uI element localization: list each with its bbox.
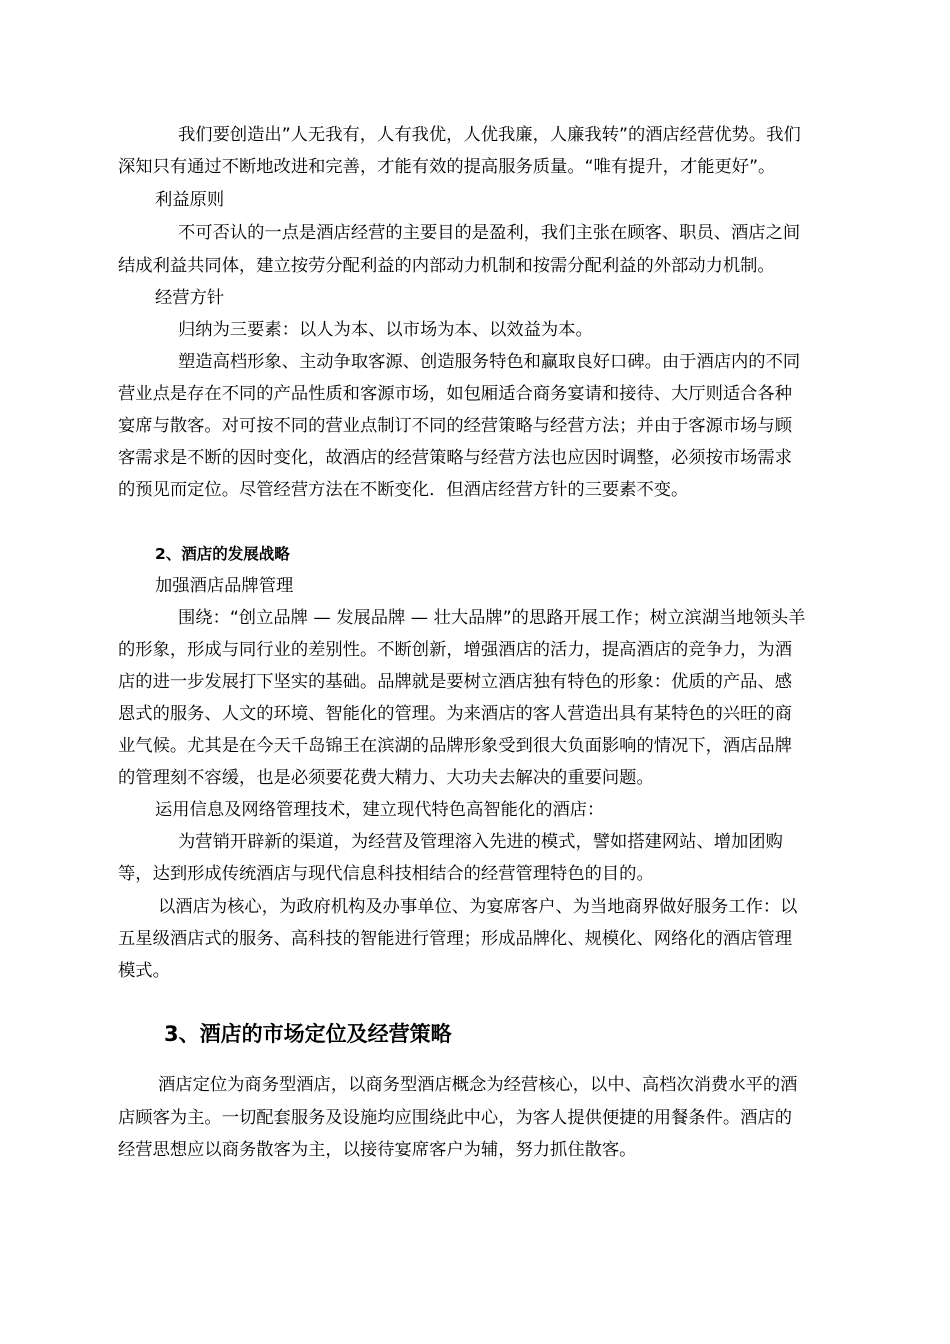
text-line: 为营销开辟新的渠道，为经营及管理溶入先进的模式，譬如搭建网站、增加团购 [178, 832, 783, 852]
text-line: 我们要创造出”人无我有，人有我优，人优我廉，人廉我转”的酒店经营优势。我们 [178, 125, 801, 145]
text-line: 的预见而定位。尽管经营方法在不断变化．但酒店经营方针的三要素不变。 [118, 480, 689, 500]
subheading-brand: 加强酒店品牌管理 [155, 576, 294, 596]
text-line: 的管理刻不容缓，也是必须要花费大精力、大功夫去解决的重要问题。 [118, 768, 654, 788]
text-line: 五星级酒店式的服务、高科技的智能进行管理；形成品牌化、规模化、网络化的酒店管理 [118, 929, 792, 949]
text-line: 店的进一步发展打下坚实的基础。品牌就是要树立酒店独有特色的形象：优质的产品、感 [118, 672, 792, 692]
section-heading-2: 2、酒店的发展战略 [155, 545, 290, 563]
text-line: 宴席与散客。对可按不同的营业点制订不同的经营策略与经营方法；并由于客源市场与顾 [118, 416, 792, 436]
text-line: 营业点是存在不同的产品性质和客源市场，如包厢适合商务宴请和接待、大厅则适合各种 [118, 384, 792, 404]
section-heading-3: 3、酒店的市场定位及经营策略 [164, 1022, 452, 1046]
subheading-policy: 经营方针 [155, 288, 225, 308]
text-line: 的形象，形成与同行业的差别性。不断创新，增强酒店的活力，提高酒店的竞争力，为酒 [118, 640, 792, 660]
subheading-it: 运用信息及网络管理技术，建立现代特色高智能化的酒店： [155, 800, 605, 820]
text-line: 酒店定位为商务型酒店，以商务型酒店概念为经营核心，以中、高档次消费水平的酒 [158, 1075, 798, 1095]
text-line: 围绕：“创立品牌 — 发展品牌 — 壮大品牌”的思路开展工作；树立滨湖当地领头羊 [178, 608, 806, 628]
text-line: 业气候。尤其是在今天千岛锦王在滨湖的品牌形象受到很大负面影响的情况下，酒店品牌 [118, 736, 792, 756]
text-line: 等，达到形成传统酒店与现代信息科技相结合的经营管理特色的目的。 [118, 864, 654, 884]
text-line: 以酒店为核心，为政府机构及办事单位、为宴席客户、为当地商界做好服务工作：以 [158, 897, 798, 917]
text-line: 模式。 [118, 961, 170, 981]
text-line: 归纳为三要素：以人为本、以市场为本、以效益为本。 [178, 320, 593, 340]
text-line: 经营思想应以商务散客为主，以接待宴席客户为辅，努力抓住散客。 [118, 1140, 637, 1160]
text-line: 结成利益共同体，建立按劳分配利益的内部动力机制和按需分配利益的外部动力机制。 [118, 256, 775, 276]
text-line: 塑造高档形象、主动争取客源、创造服务特色和赢取良好口碑。由于酒店内的不同 [178, 352, 801, 372]
text-line: 店顾客为主。一切配套服务及设施均应围绕此中心，为客人提供便捷的用餐条件。酒店的 [118, 1108, 792, 1128]
text-line: 客需求是不断的因时变化，故酒店的经营策略与经营方法也应因时调整，必须按市场需求 [118, 448, 792, 468]
text-line: 恩式的服务、人文的环境、智能化的管理。为来酒店的客人营造出具有某特色的兴旺的商 [118, 704, 792, 724]
text-line: 不可否认的一点是酒店经营的主要目的是盈利，我们主张在顾客、职员、酒店之间 [178, 223, 801, 243]
text-line: 深知只有通过不断地改进和完善，才能有效的提高服务质量。“唯有提升，才能更好”。 [118, 157, 776, 177]
subheading-profit: 利益原则 [155, 190, 225, 210]
